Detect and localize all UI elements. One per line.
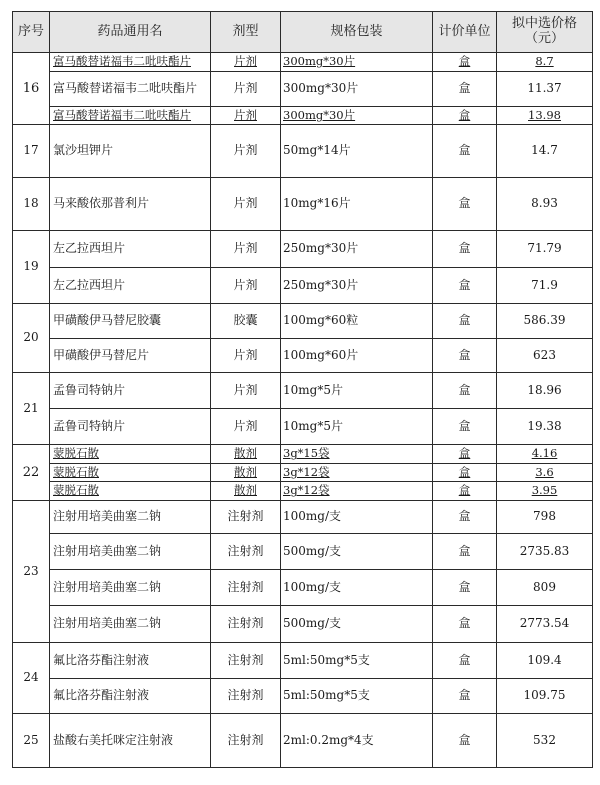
cell-no: 18 [13,178,50,231]
cell-name: 注射用培美曲塞二钠 [50,606,211,643]
cell-name: 蒙脱石散 [50,482,211,501]
cell-form: 散剂 [211,464,281,482]
cell-unit: 盒 [433,570,497,606]
cell-price: 586.39 [497,304,593,339]
cell-unit: 盒 [433,534,497,570]
cell-price: 2735.83 [497,534,593,570]
cell-price: 8.93 [497,178,593,231]
cell-form: 散剂 [211,482,281,501]
header-spec: 规格包装 [281,12,433,53]
cell-spec: 50mg*14片 [281,125,433,178]
cell-spec: 3g*12袋 [281,464,433,482]
cell-spec: 3g*12袋 [281,482,433,501]
cell-name: 富马酸替诺福韦二吡呋酯片 [50,107,211,125]
cell-unit: 盒 [433,107,497,125]
cell-form: 注射剂 [211,679,281,714]
cell-name: 左乙拉西坦片 [50,231,211,268]
cell-spec: 10mg*5片 [281,409,433,445]
cell-unit: 盒 [433,643,497,679]
cell-form: 片剂 [211,178,281,231]
cell-name: 孟鲁司特钠片 [50,373,211,409]
cell-form: 片剂 [211,125,281,178]
cell-unit: 盒 [433,482,497,501]
header-unit: 计价单位 [433,12,497,53]
table-row [13,482,593,501]
cell-unit: 盒 [433,268,497,304]
cell-unit: 盒 [433,53,497,72]
cell-unit: 盒 [433,409,497,445]
cell-no: 20 [13,304,50,373]
table-row [13,501,593,534]
cell-form: 胶囊 [211,304,281,339]
cell-price: 2773.54 [497,606,593,643]
cell-form: 片剂 [211,107,281,125]
cell-price: 8.7 [497,53,593,72]
cell-name: 注射用培美曲塞二钠 [50,501,211,534]
cell-unit: 盒 [433,125,497,178]
cell-form: 片剂 [211,231,281,268]
cell-name: 蒙脱石散 [50,445,211,464]
table-row [13,714,593,768]
cell-form: 注射剂 [211,534,281,570]
cell-unit: 盒 [433,373,497,409]
cell-price: 71.9 [497,268,593,304]
cell-unit: 盒 [433,231,497,268]
cell-form: 片剂 [211,409,281,445]
header-price: 拟中选价格（元） [497,12,593,53]
cell-form: 注射剂 [211,643,281,679]
header-name: 药品通用名 [50,12,211,53]
cell-form: 片剂 [211,53,281,72]
header-row [13,12,593,53]
cell-form: 片剂 [211,72,281,107]
cell-spec: 300mg*30片 [281,72,433,107]
table-row [13,268,593,304]
cell-price: 623 [497,339,593,373]
cell-spec: 100mg/支 [281,570,433,606]
table-row [13,570,593,606]
cell-unit: 盒 [433,714,497,768]
table-row [13,606,593,643]
table-row [13,445,593,464]
cell-unit: 盒 [433,445,497,464]
cell-name: 注射用培美曲塞二钠 [50,534,211,570]
cell-spec: 500mg/支 [281,606,433,643]
cell-no: 16 [13,53,50,125]
cell-unit: 盒 [433,339,497,373]
cell-price: 71.79 [497,231,593,268]
table-row [13,464,593,482]
cell-spec: 250mg*30片 [281,231,433,268]
cell-price: 532 [497,714,593,768]
table-row [13,373,593,409]
cell-no: 21 [13,373,50,445]
cell-price: 19.38 [497,409,593,445]
drug-price-table [12,11,593,768]
cell-price: 18.96 [497,373,593,409]
cell-spec: 5ml:50mg*5支 [281,643,433,679]
table-row [13,339,593,373]
cell-name: 甲磺酸伊马替尼胶囊 [50,304,211,339]
table-row [13,409,593,445]
cell-price: 11.37 [497,72,593,107]
table-row [13,643,593,679]
cell-name: 左乙拉西坦片 [50,268,211,304]
cell-price: 3.6 [497,464,593,482]
cell-price: 4.16 [497,445,593,464]
header-form: 剂型 [211,12,281,53]
cell-unit: 盒 [433,501,497,534]
cell-form: 注射剂 [211,606,281,643]
cell-spec: 3g*15袋 [281,445,433,464]
cell-name: 孟鲁司特钠片 [50,409,211,445]
cell-unit: 盒 [433,304,497,339]
cell-unit: 盒 [433,178,497,231]
cell-spec: 300mg*30片 [281,53,433,72]
cell-spec: 100mg*60粒 [281,304,433,339]
cell-spec: 10mg*5片 [281,373,433,409]
cell-unit: 盒 [433,464,497,482]
cell-price: 109.75 [497,679,593,714]
cell-no: 17 [13,125,50,178]
header-no: 序号 [13,12,50,53]
cell-name: 富马酸替诺福韦二吡呋酯片 [50,72,211,107]
table-row [13,679,593,714]
cell-name: 注射用培美曲塞二钠 [50,570,211,606]
cell-price: 14.7 [497,125,593,178]
table-row [13,231,593,268]
cell-name: 富马酸替诺福韦二吡呋酯片 [50,53,211,72]
table-row [13,72,593,107]
cell-unit: 盒 [433,72,497,107]
cell-no: 22 [13,445,50,501]
cell-spec: 500mg/支 [281,534,433,570]
cell-price: 109.4 [497,643,593,679]
cell-form: 注射剂 [211,570,281,606]
cell-no: 19 [13,231,50,304]
cell-spec: 10mg*16片 [281,178,433,231]
cell-no: 24 [13,643,50,714]
cell-spec: 250mg*30片 [281,268,433,304]
cell-unit: 盒 [433,679,497,714]
cell-no: 23 [13,501,50,643]
cell-unit: 盒 [433,606,497,643]
cell-price: 3.95 [497,482,593,501]
table-row [13,178,593,231]
cell-price: 13.98 [497,107,593,125]
cell-spec: 300mg*30片 [281,107,433,125]
cell-form: 片剂 [211,373,281,409]
cell-name: 蒙脱石散 [50,464,211,482]
cell-name: 盐酸右美托咪定注射液 [50,714,211,768]
cell-spec: 2ml:0.2mg*4支 [281,714,433,768]
cell-form: 注射剂 [211,714,281,768]
cell-spec: 100mg*60片 [281,339,433,373]
cell-spec: 5ml:50mg*5支 [281,679,433,714]
cell-name: 氯沙坦钾片 [50,125,211,178]
cell-name: 氟比洛芬酯注射液 [50,643,211,679]
cell-name: 马来酸依那普利片 [50,178,211,231]
cell-form: 片剂 [211,268,281,304]
cell-no: 25 [13,714,50,768]
table-row [13,53,593,72]
cell-name: 氟比洛芬酯注射液 [50,679,211,714]
table-row [13,304,593,339]
table-row [13,107,593,125]
cell-price: 798 [497,501,593,534]
cell-form: 散剂 [211,445,281,464]
table-row [13,534,593,570]
cell-form: 片剂 [211,339,281,373]
cell-form: 注射剂 [211,501,281,534]
table-row [13,125,593,178]
cell-price: 809 [497,570,593,606]
cell-spec: 100mg/支 [281,501,433,534]
cell-name: 甲磺酸伊马替尼片 [50,339,211,373]
